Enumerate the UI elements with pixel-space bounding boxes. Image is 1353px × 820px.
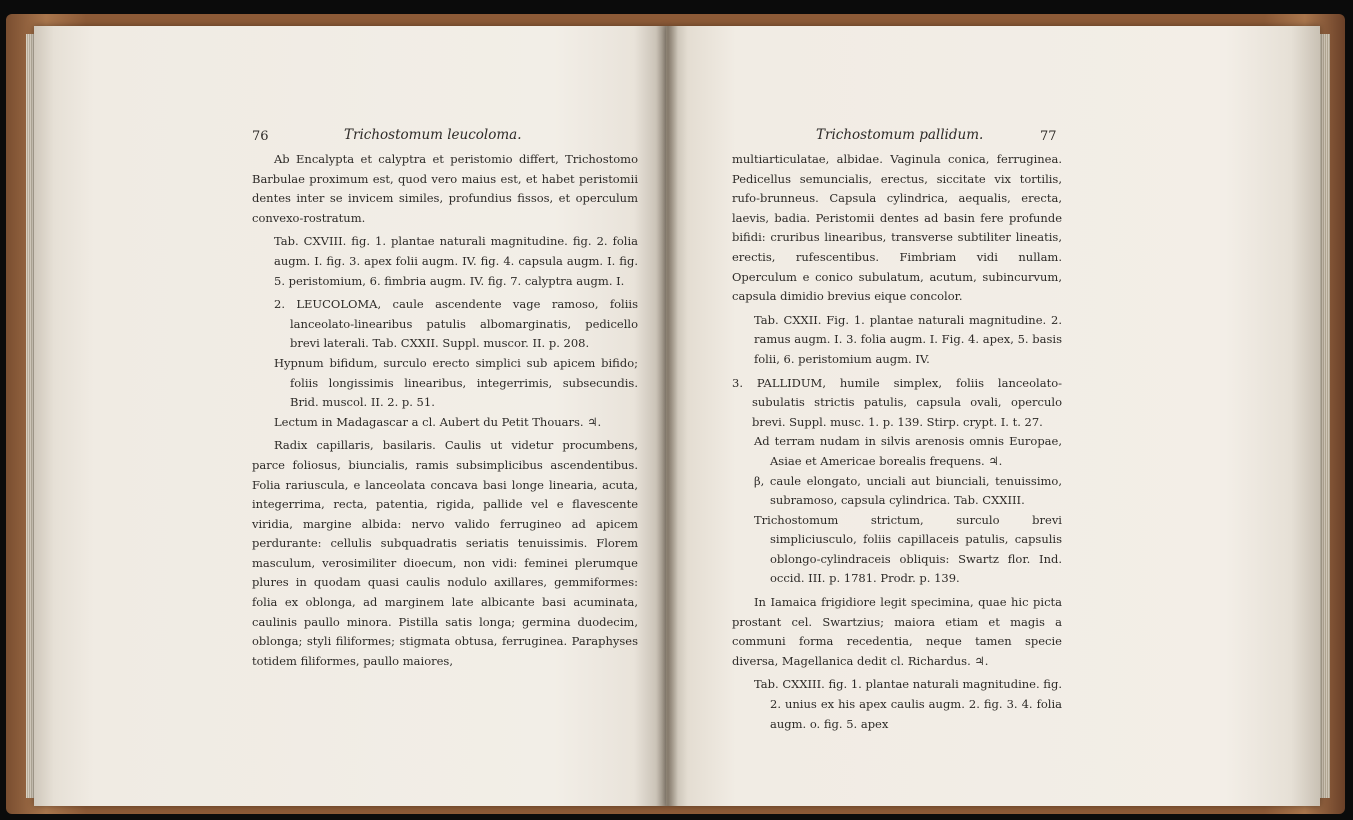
paragraph: Tab. CXXIII. fig. 1. plantae naturali magnitudine. fig. 2. unius ex his apex caulis augm. 2. fig. 3. 4. folia augm. o. fig. 5. apex xyxy=(754,677,1062,731)
paragraph: Ad terram nudam in silvis arenosis omnis Europae, Asiae et Americae borealis frequens. ♃. xyxy=(754,434,1062,468)
right-text-block xyxy=(732,150,1062,734)
running-head-right: Trichostomum pallidum. xyxy=(816,127,984,143)
right-page xyxy=(666,26,1320,806)
page-number-right: 77 xyxy=(1040,129,1057,144)
paragraph: Lectum in Madagascar a cl. Aubert du Petit Thouars. ♃. xyxy=(274,414,602,429)
paragraph: β, caule elongato, unciali aut biunciali, tenuissimo, subramoso, capsula cylindrica. Tab. CXXIII. xyxy=(754,473,1062,508)
page-number-left: 76 xyxy=(252,129,269,144)
paragraph: Hypnum bifidum, surculo erecto simplici sub apicem bifido; foliis longissimis linearibus, integerrimis, subsecundis. Brid. muscol. II. 2. p. 51. xyxy=(274,355,638,410)
paragraph: Tab. CXVIII. fig. 1. plantae naturali magnitudine. fig. 2. folia augm. I. fig. 3. apex folii augm. IV. fig. 4. capsula augm. I. fig. 5. peristomium, 6. fimbria augm. IV. fig. 7. calyptra augm. I. xyxy=(274,234,638,288)
paragraph: Ab Encalypta et calyptra et peristomio differt, Trichostomo Barbulae proximum est, quod vero maius est, et habet peristomii dentes inter se invicem similes, profundius fissos, et operculum convexo-rostratum. xyxy=(252,152,638,225)
left-page xyxy=(34,26,666,806)
book-gutter xyxy=(656,26,678,806)
paragraph: Tab. CXXII. Fig. 1. plantae naturali magnitudine. 2. ramus augm. I. 3. folia augm. I. Fig. 4. apex, 5. basis folii, 6. peristomium augm. IV. xyxy=(754,312,1062,366)
paragraph: 2. LEUCOLOMA, caule ascendente vage ramoso, foliis lanceolato-linearibus patulis albomarginatis, pedicello brevi laterali. Tab. CXXII. Suppl. muscor. II. p. 208. xyxy=(274,297,638,351)
left-text-block xyxy=(252,150,638,671)
running-head-left: Trichostomum leucoloma. xyxy=(344,127,522,143)
paragraph: multiarticulatae, albidae. Vaginula conica, ferruginea. Pedicellus semuncialis, erectus, siccitate vix tortilis, rufo-brunneus. Capsula cylindrica, aequalis, erecta, laevis, badia. Peristomii dentes ad basin fere profunde bifidi: cruribus linearibus, transverse subtiliter lineatis, erectis, rufescentibus. Fimbriam vidi nullam. Operculum e conico subulatum, acutum, subincurvum, capsula dimidio brevius eique concolor. xyxy=(732,152,1062,304)
paragraph: Radix capillaris, basilaris. Caulis ut videtur procumbens, parce foliosus, biuncialis, ramis subsimplicibus ascendentibus. Folia rariuscula, e lanceolata concava basi longe linearia, acuta, integerrima, recta, patentia, rigida, pallide vel e flavescente viridia, margine albida: nervo valido ferrugineo ad apicem perdurante: cellulis subquadratis seriatis tenuissimis. Florem masculum, verosimiliter dioecum, non vidi: feminei plerumque plures in quodam quasi caulis nodulo axillares, gemmiformes: folia ex oblonga, ad marginem late albicante basi acuminata, caulinis paullo minora. Pistilla satis longa; germina duodecim, oblonga; styli filiformes; stigmata obtusa, ferruginea. Paraphyses totidem filiformes, paullo maiores, xyxy=(252,438,638,668)
paragraph: In Iamaica frigidiore legit specimina, quae hic picta prostant cel. Swartzius; maiora etiam et magis a communi forma recedentia, neque tamen specie diversa, Magellanica dedit cl. Richardus. ♃. xyxy=(732,595,1062,668)
paragraph: 3. PALLIDUM, humile simplex, foliis lanceolato-subulatis strictis patulis, capsula ovali, operculo brevi. Suppl. musc. 1. p. 139. Stirp. crypt. I. t. 27. xyxy=(732,375,1062,429)
paragraph: Trichostomum strictum, surculo brevi simpliciusculo, foliis capillaceis patulis, capsulis oblongo-cylindraceis obliquis: Swartz flor. Ind. occid. III. p. 1781. Prodr. p. 139. xyxy=(754,512,1062,586)
